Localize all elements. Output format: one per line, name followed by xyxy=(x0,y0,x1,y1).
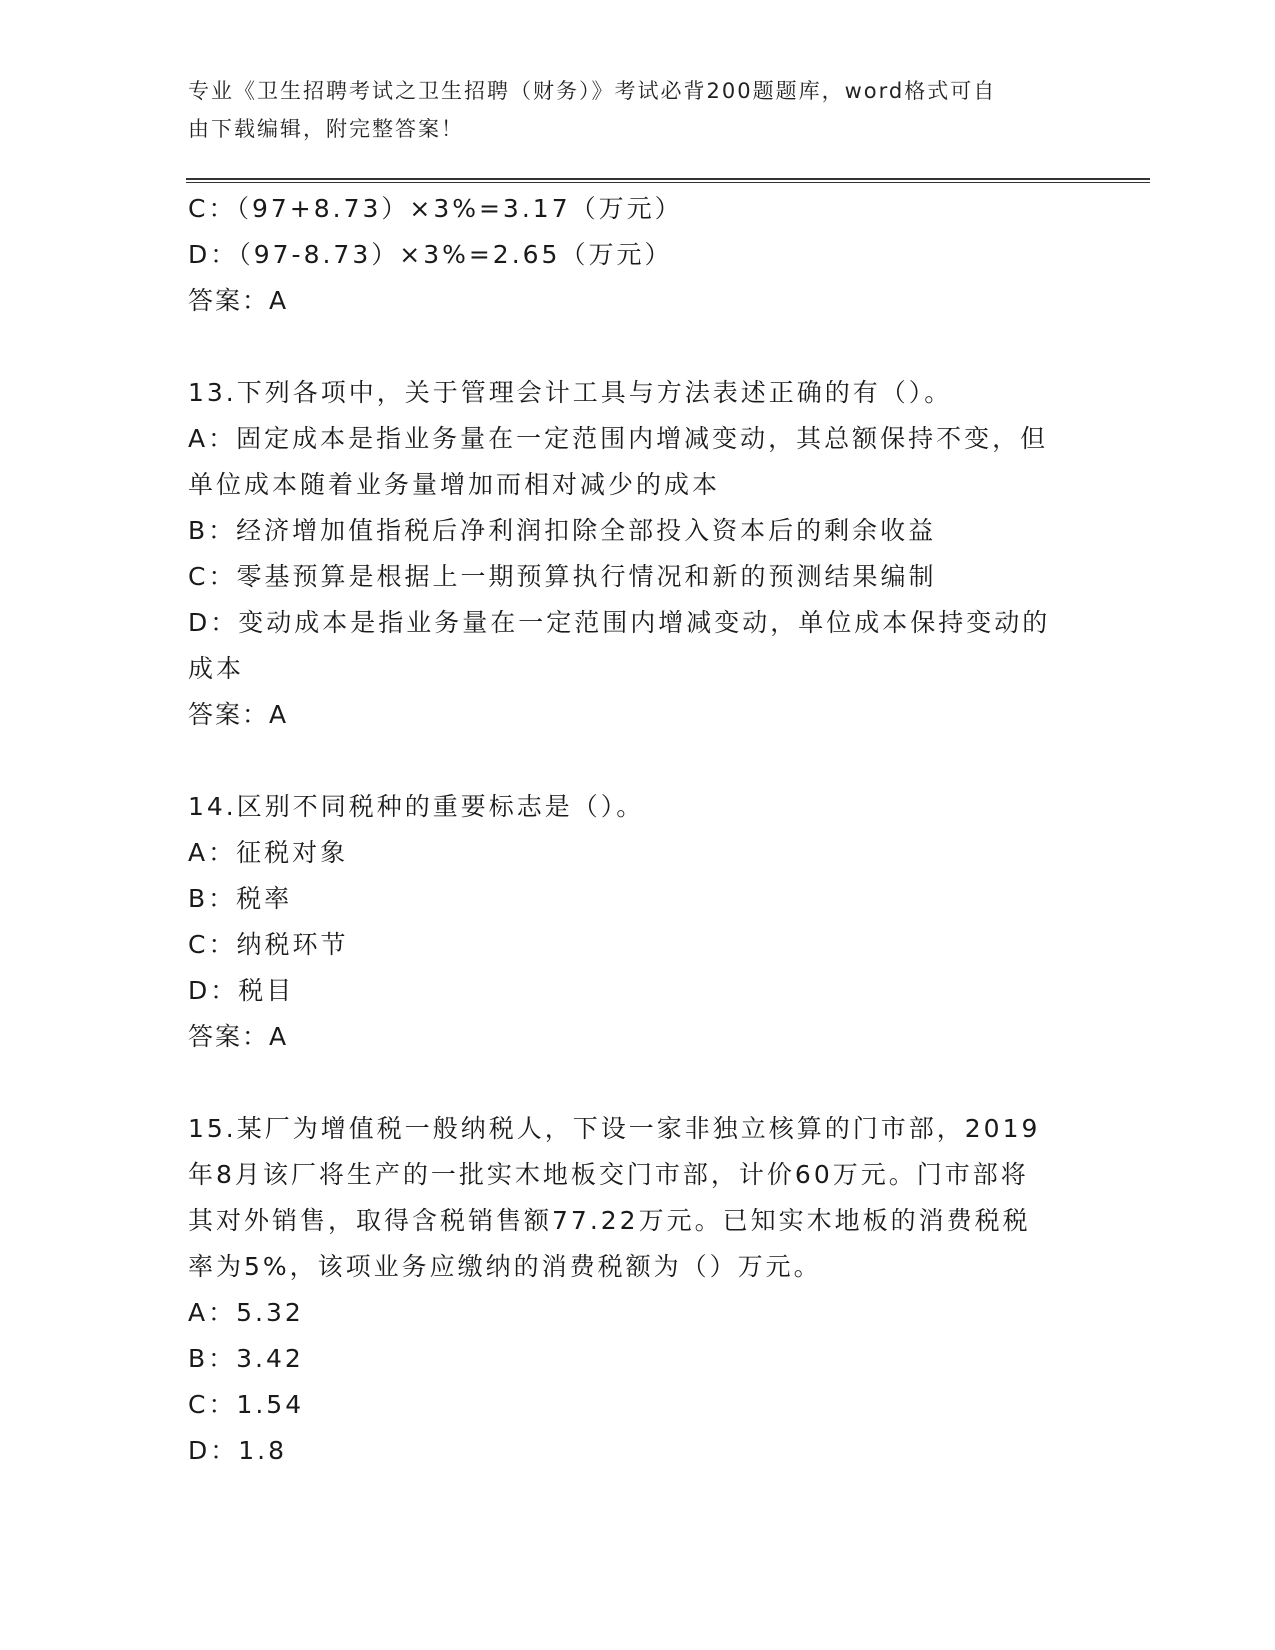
option-d: D：变动成本是指业务量在一定范围内增减变动，单位成本保持变动的 xyxy=(188,608,1051,637)
header-divider-thin xyxy=(186,182,1150,183)
question-stem-continued: 率为5%，该项业务应缴纳的消费税额为（）万元。 xyxy=(188,1252,822,1281)
answer-value: A xyxy=(269,1022,289,1051)
answer-value: A xyxy=(269,700,289,729)
option-b: B：税率 xyxy=(188,884,293,913)
question-15 xyxy=(188,1106,1068,1474)
question-stem: 13.下列各项中，关于管理会计工具与方法表述正确的有（）。 xyxy=(188,378,953,407)
question-13 xyxy=(188,370,1068,738)
question-stem-continued: 其对外销售，取得含税销售额77.22万元。已知实木地板的消费税税 xyxy=(188,1206,1031,1235)
option-c: C：（97+8.73）×3%=3.17（万元） xyxy=(188,194,683,223)
answer-label: 答案： xyxy=(188,286,270,315)
header-divider-thick xyxy=(186,178,1150,180)
answer-line xyxy=(188,278,1068,324)
answer-label: 答案： xyxy=(188,1022,270,1051)
question-stem: 15.某厂为增值税一般纳税人，下设一家非独立核算的门市部，2019 xyxy=(188,1114,1041,1143)
option-c: C：1.54 xyxy=(188,1390,305,1419)
document-body xyxy=(188,186,1068,1474)
question-stem-continued: 年8月该厂将生产的一批实木地板交门市部，计价60万元。门市部将 xyxy=(188,1160,1029,1189)
answer-value: A xyxy=(269,286,289,315)
spacer xyxy=(188,1060,1068,1106)
option-b: B：经济增加值指税后净利润扣除全部投入资本后的剩余收益 xyxy=(188,516,937,545)
option-d: D：1.8 xyxy=(188,1436,288,1465)
header-line-1: 专业《卫生招聘考试之卫生招聘（财务）》考试必背200题题库，word格式可自 xyxy=(188,79,997,103)
answer-label: 答案： xyxy=(188,700,270,729)
option-a: A：5.32 xyxy=(188,1298,304,1327)
answer-line xyxy=(188,692,1068,738)
document-header xyxy=(188,72,1068,148)
option-d: D：税目 xyxy=(188,976,295,1005)
spacer xyxy=(188,738,1068,784)
question-12-tail xyxy=(188,186,1068,324)
header-line-2: 由下载编辑，附完整答案！ xyxy=(188,117,464,141)
option-d-continued: 成本 xyxy=(188,654,245,683)
option-c: C：纳税环节 xyxy=(188,930,349,959)
option-d: D：（97-8.73）×3%=2.65（万元） xyxy=(188,240,673,269)
option-b: B：3.42 xyxy=(188,1344,304,1373)
option-a-continued: 单位成本随着业务量增加而相对减少的成本 xyxy=(188,470,721,499)
option-a: A：固定成本是指业务量在一定范围内增减变动，其总额保持不变，但 xyxy=(188,424,1049,453)
option-c: C：零基预算是根据上一期预算执行情况和新的预测结果编制 xyxy=(188,562,937,591)
option-a: A：征税对象 xyxy=(188,838,349,867)
question-14 xyxy=(188,784,1068,1060)
spacer xyxy=(188,324,1068,370)
question-stem: 14.区别不同税种的重要标志是（）。 xyxy=(188,792,645,821)
answer-line xyxy=(188,1014,1068,1060)
